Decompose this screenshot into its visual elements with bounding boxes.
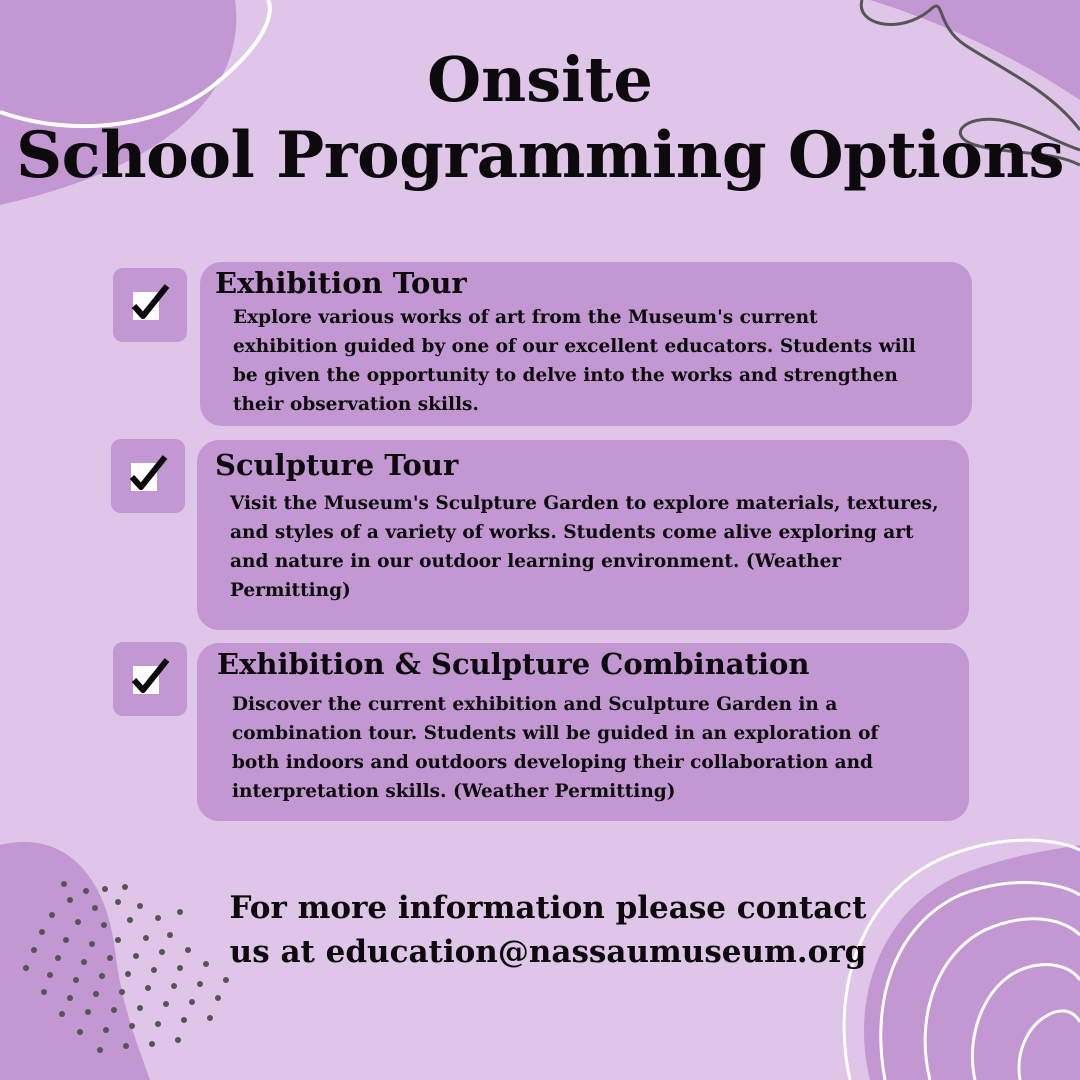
title-line-1: Onsite [427,43,653,116]
contact-email[interactable]: us at education@nassaumuseum.org [229,934,867,970]
page-title [0,44,1080,193]
checkmark-icon [131,656,171,700]
option-description-exhibition-sculpture-combination: Discover the current exhibition and Sculpture Garden in a combination tour. Students will be guided in an exploration of both indoors and outdoors developing their collaboration and interpretation skills. (Weather Permitting) [232,694,879,802]
checkmark-icon [129,453,169,497]
checkmark-icon [131,282,171,326]
checkbox-exhibition-tour[interactable] [113,268,187,342]
checkbox-exhibition-sculpture-combination[interactable] [113,642,187,716]
option-title-exhibition-sculpture-combination: Exhibition & Sculpture Combination [217,647,810,681]
contact-info [0,886,1080,974]
title-line-2: School Programming Options [15,118,1065,194]
option-description-exhibition-tour: Explore various works of art from the Museum's current exhibition guided by one of our excellent educators. Students will be given the opportunity to delve into the works and strengthen their observation skills. [233,307,916,415]
contact-line-1: For more information please contact [229,890,867,926]
checkbox-sculpture-tour[interactable] [111,439,185,513]
option-title-exhibition-tour: Exhibition Tour [215,266,467,300]
option-description-sculpture-tour: Visit the Museum's Sculpture Garden to explore materials, textures, and styles of a variety of works. Students come alive exploring art and nature in our outdoor learning environment. (Weather Permitting) [230,493,939,601]
option-title-sculpture-tour: Sculpture Tour [215,448,459,482]
